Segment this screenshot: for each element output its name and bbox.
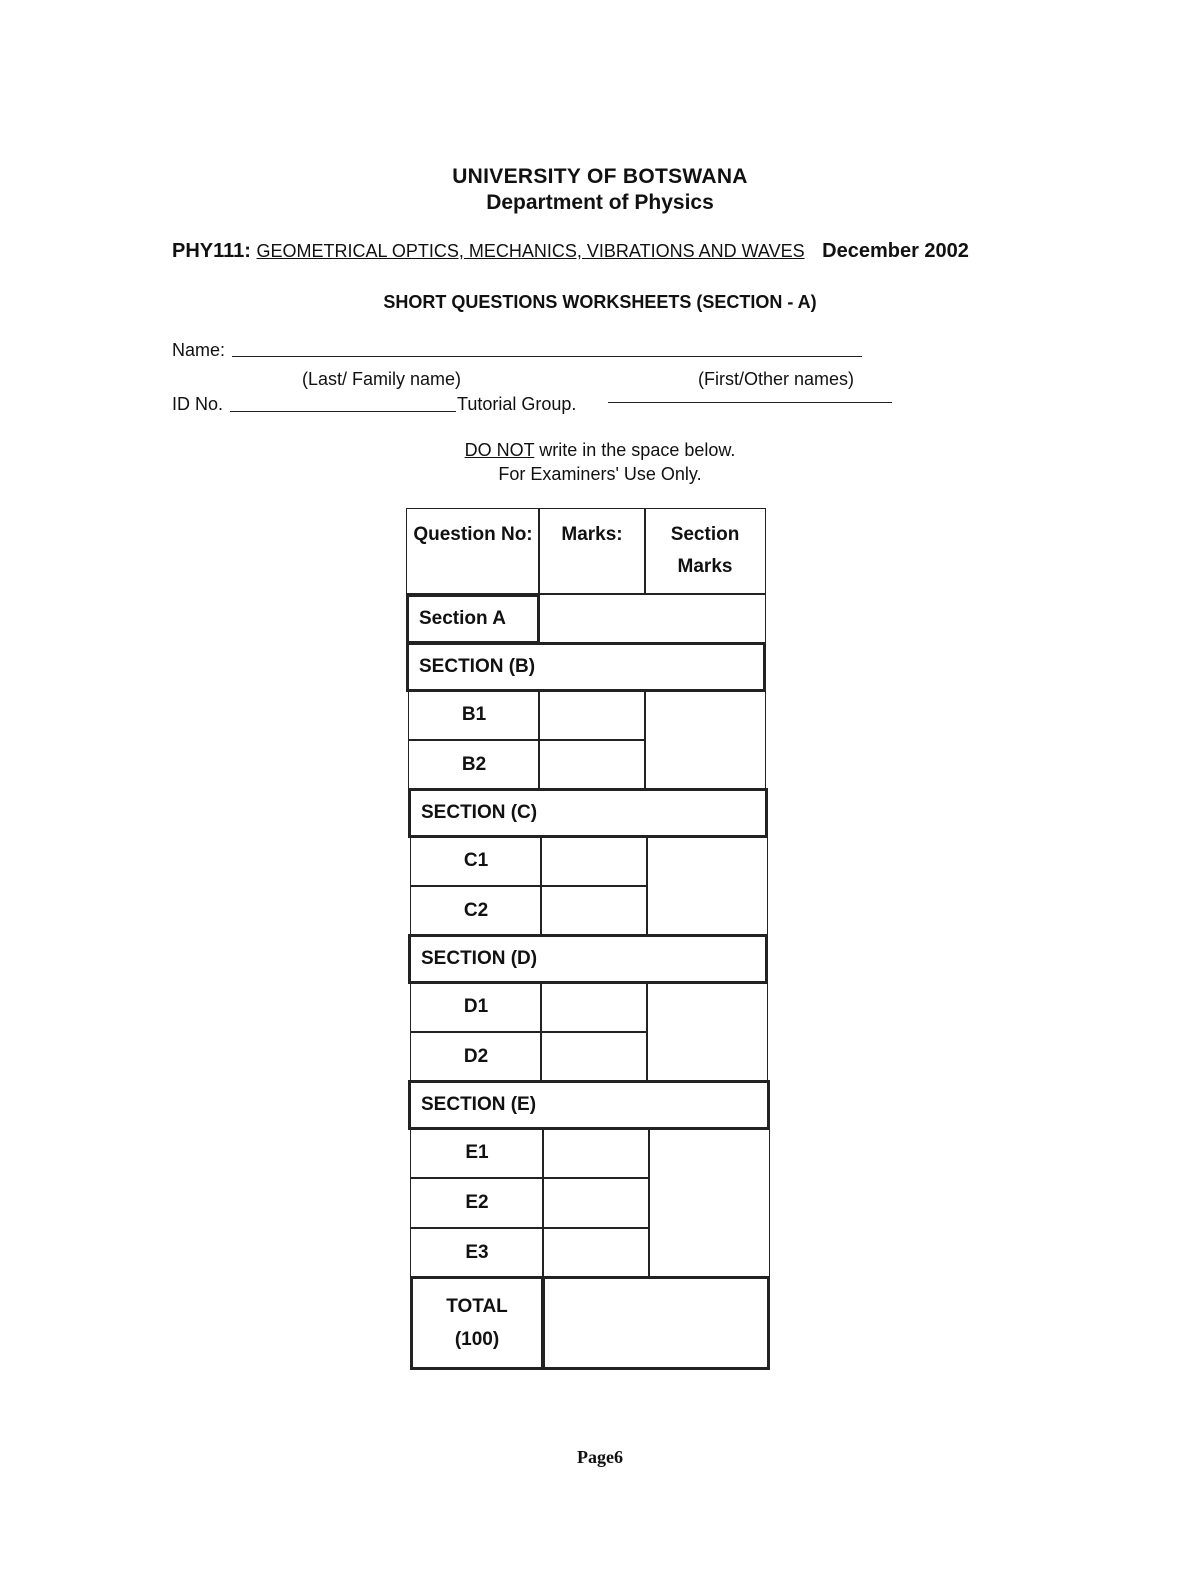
marks-c2[interactable] [540, 886, 648, 936]
notice-rest: write in the space below. [534, 440, 736, 460]
marks-b2[interactable] [538, 740, 646, 790]
tutorial-label: Tutorial Group. [457, 394, 577, 414]
first-name-hint: (First/Other names) [698, 369, 855, 389]
total-label-cell [410, 1276, 544, 1370]
course-code: PHY111: [172, 240, 251, 262]
question-e2: E2 [410, 1178, 544, 1228]
university-title: UNIVERSITY OF BOTSWANA [452, 165, 748, 188]
header-section-marks [644, 508, 766, 594]
course-line [172, 240, 969, 263]
marks-b1[interactable] [538, 690, 646, 740]
name-field[interactable] [232, 356, 862, 357]
question-d1: D1 [410, 982, 542, 1032]
question-b2: B2 [408, 740, 540, 790]
marks-c1[interactable] [540, 836, 648, 886]
id-field[interactable] [230, 411, 456, 412]
question-e3: E3 [410, 1228, 544, 1278]
section-e-marks[interactable] [648, 1128, 770, 1278]
worksheet-title: SHORT QUESTIONS WORKSHEETS (SECTION - A) [383, 292, 817, 312]
question-b1: B1 [408, 690, 540, 740]
section-b-marks[interactable] [644, 690, 766, 790]
marks-e3[interactable] [542, 1228, 650, 1278]
marks-e1[interactable] [542, 1128, 650, 1178]
question-c1: C1 [410, 836, 542, 886]
exam-date: December 2002 [822, 240, 969, 262]
marks-d2[interactable] [540, 1032, 648, 1082]
last-name-hint: (Last/ Family name) [302, 369, 462, 389]
marks-d1[interactable] [540, 982, 648, 1032]
department-name: Department of Physics [486, 191, 714, 214]
section-a-label: Section A [406, 594, 540, 644]
tutorial-field[interactable] [608, 402, 892, 403]
notice-line-2: For Examiners' Use Only. [498, 464, 702, 484]
do-not-text: DO NOT [464, 440, 535, 460]
section-d-header: SECTION (D) [408, 934, 768, 984]
question-e1: E1 [410, 1128, 544, 1178]
header-section-marks-label: Section Marks [670, 524, 740, 578]
section-e-header: SECTION (E) [408, 1080, 770, 1130]
name-label: Name: [172, 340, 226, 360]
header-marks [538, 508, 646, 594]
question-d2: D2 [410, 1032, 542, 1082]
section-c-marks[interactable] [646, 836, 768, 936]
total-marks[interactable] [542, 1276, 770, 1370]
section-d-marks[interactable] [646, 982, 768, 1082]
question-c2: C2 [410, 886, 542, 936]
total-value: (100) [454, 1329, 500, 1350]
notice-line-1 [0, 440, 1200, 461]
header-marks-label: Marks: [561, 524, 623, 545]
id-label: ID No. [172, 394, 224, 414]
section-a-marks[interactable] [538, 594, 766, 644]
header-question [406, 508, 540, 594]
total-label: TOTAL [446, 1295, 508, 1317]
header-question-label: Question No: [413, 524, 533, 545]
section-b-header: SECTION (B) [406, 642, 766, 692]
course-name: GEOMETRICAL OPTICS, MECHANICS, VIBRATIONS AND WAVES [256, 241, 805, 261]
section-c-header: SECTION (C) [408, 788, 768, 838]
page-number: Page6 [577, 1447, 623, 1467]
marks-e2[interactable] [542, 1178, 650, 1228]
